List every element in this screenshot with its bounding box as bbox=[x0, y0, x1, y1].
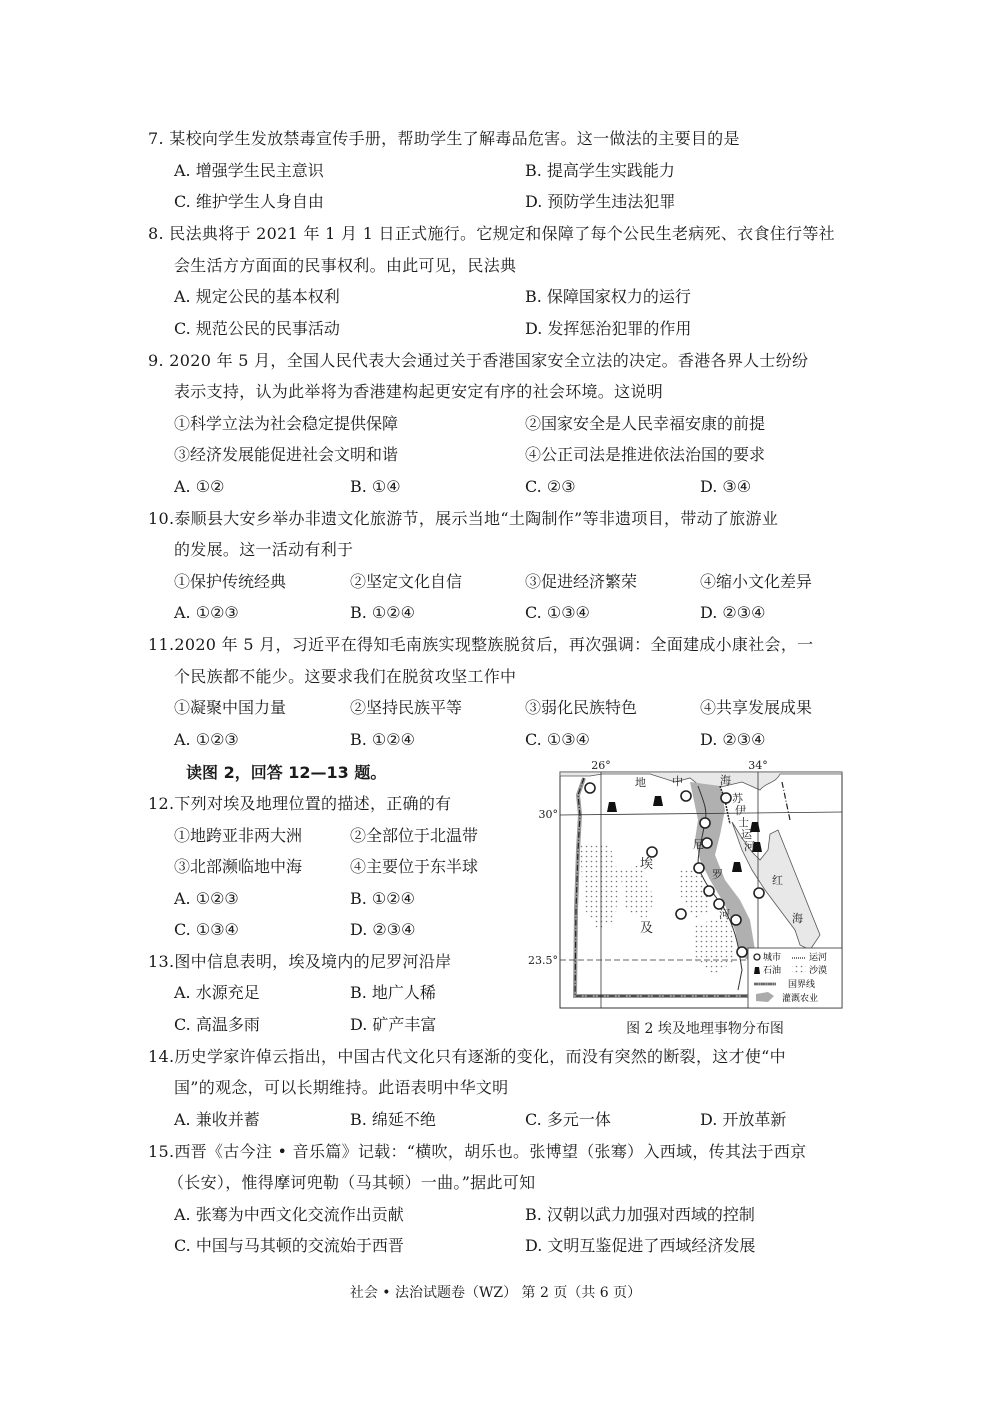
q9-statement-2: ②国家安全是人民幸福安康的前提 bbox=[525, 414, 766, 433]
q8-option-c[interactable]: C. 规范公民的民事活动 bbox=[174, 319, 340, 338]
q11-line-2: 个民族都不能少。这要求我们在脱贫攻坚工作中 bbox=[174, 667, 517, 686]
q7-option-c[interactable]: C. 维护学生人身自由 bbox=[174, 192, 324, 211]
q15-option-c[interactable]: C. 中国与马其顿的交流始于西晋 bbox=[174, 1236, 404, 1255]
legend-border: 国界线 bbox=[788, 980, 816, 990]
q9-option-a[interactable]: A. ①② bbox=[174, 477, 225, 496]
q15-number: 15. bbox=[148, 1142, 175, 1161]
q11-option-b[interactable]: B. ①②④ bbox=[350, 730, 415, 749]
q13-option-c[interactable]: C. 高温多雨 bbox=[174, 1015, 260, 1034]
q9-option-b[interactable]: B. ①④ bbox=[350, 477, 401, 496]
label-he2: 河 bbox=[719, 908, 730, 921]
q10-option-d[interactable]: D. ②③④ bbox=[700, 603, 766, 622]
label-ni: 尼 bbox=[693, 838, 704, 851]
q13-number: 13. bbox=[148, 952, 175, 971]
lon-label-34: 34° bbox=[748, 760, 768, 772]
label-shi: 士 bbox=[738, 816, 749, 829]
legend-desert-icon bbox=[792, 965, 806, 973]
q14-line-1: 历史学家许倬云指出，中国古代文化只有逐渐的变化，而没有突然的断裂，这才使“中 bbox=[174, 1047, 786, 1066]
q11-line-1: 2020 年 5 月，习近平在得知毛南族实现整族脱贫后，再次强调：全面建成小康社会，一 bbox=[174, 635, 814, 654]
q10-number: 10. bbox=[148, 509, 175, 528]
q12-statement-1: ①地跨亚非两大洲 bbox=[174, 826, 303, 845]
label-hong: 红 bbox=[772, 874, 783, 887]
q14-line-2: 国”的观念，可以长期维持。此语表明中华文明 bbox=[174, 1078, 509, 1097]
city-marker bbox=[694, 863, 704, 873]
label-zhong: 中 bbox=[672, 775, 683, 788]
lon-label-26: 26° bbox=[591, 760, 611, 772]
q12-line-1: 下列对埃及地理位置的描述，正确的有 bbox=[174, 794, 452, 813]
legend-irrigation: 灌溉农业 bbox=[782, 994, 819, 1004]
q10-stem bbox=[148, 509, 778, 529]
q15-line-2: （长安），惟得摩诃兜勒（马其顿）一曲。”据此可知 bbox=[168, 1173, 536, 1192]
q12-option-a[interactable]: A. ①②③ bbox=[174, 889, 239, 908]
q7-stem bbox=[148, 129, 740, 149]
q13-option-a[interactable]: A. 水源充足 bbox=[174, 983, 260, 1002]
q9-option-c[interactable]: C. ②③ bbox=[525, 477, 576, 496]
city-marker bbox=[676, 909, 686, 919]
q7-line-1: 某校向学生发放禁毒宣传手册，帮助学生了解毒品危害。这一做法的主要目的是 bbox=[169, 129, 740, 148]
q8-option-b[interactable]: B. 保障国家权力的运行 bbox=[525, 287, 691, 306]
q14-option-b[interactable]: B. 绵延不绝 bbox=[350, 1110, 436, 1129]
q7-option-d[interactable]: D. 预防学生违法犯罪 bbox=[525, 192, 676, 211]
label-yun: 运 bbox=[741, 828, 752, 841]
q11-statement-4: ④共享发展成果 bbox=[700, 698, 813, 717]
city-marker bbox=[647, 847, 657, 857]
q10-option-c[interactable]: C. ①③④ bbox=[525, 603, 590, 622]
q15-line-1: 西晋《古今注 • 音乐篇》记载：“横吹，胡乐也。张博望（张骞）入西域，传其法于西京 bbox=[174, 1142, 807, 1161]
q10-option-a[interactable]: A. ①②③ bbox=[174, 603, 239, 622]
map-caption: 图 2 埃及地理事物分布图 bbox=[626, 1021, 784, 1037]
label-luo: 罗 bbox=[712, 868, 723, 881]
q11-option-a[interactable]: A. ①②③ bbox=[174, 730, 239, 749]
q8-option-a[interactable]: A. 规定公民的基本权利 bbox=[174, 287, 340, 306]
label-su: 苏 bbox=[732, 792, 743, 805]
city-marker bbox=[681, 791, 691, 801]
q14-option-a[interactable]: A. 兼收并蓄 bbox=[174, 1110, 260, 1129]
q8-stem bbox=[148, 224, 835, 244]
label-hai: 海 bbox=[720, 774, 731, 787]
lat-label-23-5: 23.5° bbox=[528, 954, 558, 967]
legend-city: 城市 bbox=[763, 953, 782, 963]
q11-stem bbox=[148, 635, 813, 655]
city-marker bbox=[704, 886, 714, 896]
q15-stem bbox=[148, 1142, 806, 1162]
q13-option-b[interactable]: B. 地广人稀 bbox=[350, 983, 436, 1002]
q9-statement-3: ③经济发展能促进社会文明和谐 bbox=[174, 445, 399, 464]
q9-statement-4: ④公正司法是推进依法治国的要求 bbox=[525, 445, 766, 464]
q9-option-d[interactable]: D. ③④ bbox=[700, 477, 752, 496]
q12-option-c[interactable]: C. ①③④ bbox=[174, 920, 239, 939]
q13-stem bbox=[148, 952, 451, 972]
legend-canal: 运河 bbox=[809, 953, 828, 963]
q10-statement-3: ③促进经济繁荣 bbox=[525, 572, 638, 591]
q8-line-2: 会生活方方面面的民事权利。由此可见，民法典 bbox=[174, 256, 517, 275]
q13-line-1: 图中信息表明，埃及境内的尼罗河沿岸 bbox=[174, 952, 452, 971]
legend-oil: 石油 bbox=[763, 966, 782, 976]
egypt-map bbox=[520, 760, 850, 1015]
q14-option-c[interactable]: C. 多元一体 bbox=[525, 1110, 611, 1129]
label-he: 河 bbox=[744, 840, 755, 853]
q13-option-d[interactable]: D. 矿产丰富 bbox=[350, 1015, 437, 1034]
q12-option-b[interactable]: B. ①②④ bbox=[350, 889, 415, 908]
q9-stem bbox=[148, 351, 808, 371]
city-marker bbox=[737, 947, 747, 957]
q11-statement-3: ③弱化民族特色 bbox=[525, 698, 638, 717]
q11-statement-2: ②坚持民族平等 bbox=[350, 698, 463, 717]
q15-option-a[interactable]: A. 张骞为中西文化交流作出贡献 bbox=[174, 1205, 404, 1224]
q10-statement-4: ④缩小文化差异 bbox=[700, 572, 813, 591]
q12-statement-3: ③北部濒临地中海 bbox=[174, 857, 303, 876]
label-hai2: 海 bbox=[792, 912, 803, 925]
q12-stem bbox=[148, 794, 451, 814]
q10-line-2: 的发展。这一活动有利于 bbox=[174, 540, 354, 559]
city-marker bbox=[585, 783, 595, 793]
city-marker bbox=[721, 793, 731, 803]
legend-desert: 沙漠 bbox=[809, 966, 828, 976]
q14-stem bbox=[148, 1047, 786, 1067]
q7-number: 7. bbox=[148, 129, 164, 148]
lat-label-30: 30° bbox=[538, 808, 558, 821]
label-ji: 及 bbox=[640, 921, 654, 936]
label-ai: 埃 bbox=[640, 857, 654, 872]
label-yi: 伊 bbox=[735, 804, 746, 817]
page-footer: 社会 • 法治试题卷（WZ） 第 2 页（共 6 页） bbox=[349, 1285, 642, 1301]
q11-option-d[interactable]: D. ②③④ bbox=[700, 730, 766, 749]
map-legend bbox=[748, 948, 842, 1008]
q11-statement-1: ①凝聚中国力量 bbox=[174, 698, 287, 717]
q10-statement-1: ①保护传统经典 bbox=[174, 572, 287, 591]
q7-option-a[interactable]: A. 增强学生民主意识 bbox=[174, 161, 324, 180]
q10-statement-2: ②坚定文化自信 bbox=[350, 572, 463, 591]
q14-number: 14. bbox=[148, 1047, 175, 1066]
map-lead-in: 读图 2，回答 12—13 题。 bbox=[186, 763, 387, 782]
legend-city-icon bbox=[754, 954, 760, 960]
q7-option-b[interactable]: B. 提高学生实践能力 bbox=[525, 161, 675, 180]
q9-statement-1: ①科学立法为社会稳定提供保障 bbox=[174, 414, 399, 433]
q8-option-d[interactable]: D. 发挥惩治犯罪的作用 bbox=[525, 319, 692, 338]
legend-oil-icon bbox=[754, 967, 760, 974]
q14-option-d[interactable]: D. 开放革新 bbox=[700, 1110, 787, 1129]
q12-option-d[interactable]: D. ②③④ bbox=[350, 920, 416, 939]
q8-line-1: 民法典将于 2021 年 1 月 1 日正式施行。它规定和保障了每个公民生老病死、衣食住行等社 bbox=[169, 224, 835, 243]
q15-option-d[interactable]: D. 文明互鉴促进了西域经济发展 bbox=[525, 1236, 756, 1255]
q11-number: 11. bbox=[148, 635, 175, 654]
q12-number: 12. bbox=[148, 794, 175, 813]
city-marker bbox=[700, 818, 710, 828]
q11-option-c[interactable]: C. ①③④ bbox=[525, 730, 590, 749]
q15-option-b[interactable]: B. 汉朝以武力加强对西域的控制 bbox=[525, 1205, 755, 1224]
q8-number: 8. bbox=[148, 224, 164, 243]
q12-statement-4: ④主要位于东半球 bbox=[350, 857, 479, 876]
q10-line-1: 泰顺县大安乡举办非遗文化旅游节，展示当地“土陶制作”等非遗项目，带动了旅游业 bbox=[174, 509, 779, 528]
label-di: 地 bbox=[635, 776, 646, 789]
q12-statement-2: ②全部位于北温带 bbox=[350, 826, 479, 845]
city-marker bbox=[754, 888, 764, 898]
q10-option-b[interactable]: B. ①②④ bbox=[350, 603, 415, 622]
q9-line-1: 2020 年 5 月，全国人民代表大会通过关于香港国家安全立法的决定。香港各界人士纷纷 bbox=[169, 351, 809, 370]
city-marker bbox=[731, 915, 741, 925]
q9-line-2: 表示支持，认为此举将为香港建构起更安定有序的社会环境。这说明 bbox=[174, 382, 664, 401]
q9-number: 9. bbox=[148, 351, 164, 370]
